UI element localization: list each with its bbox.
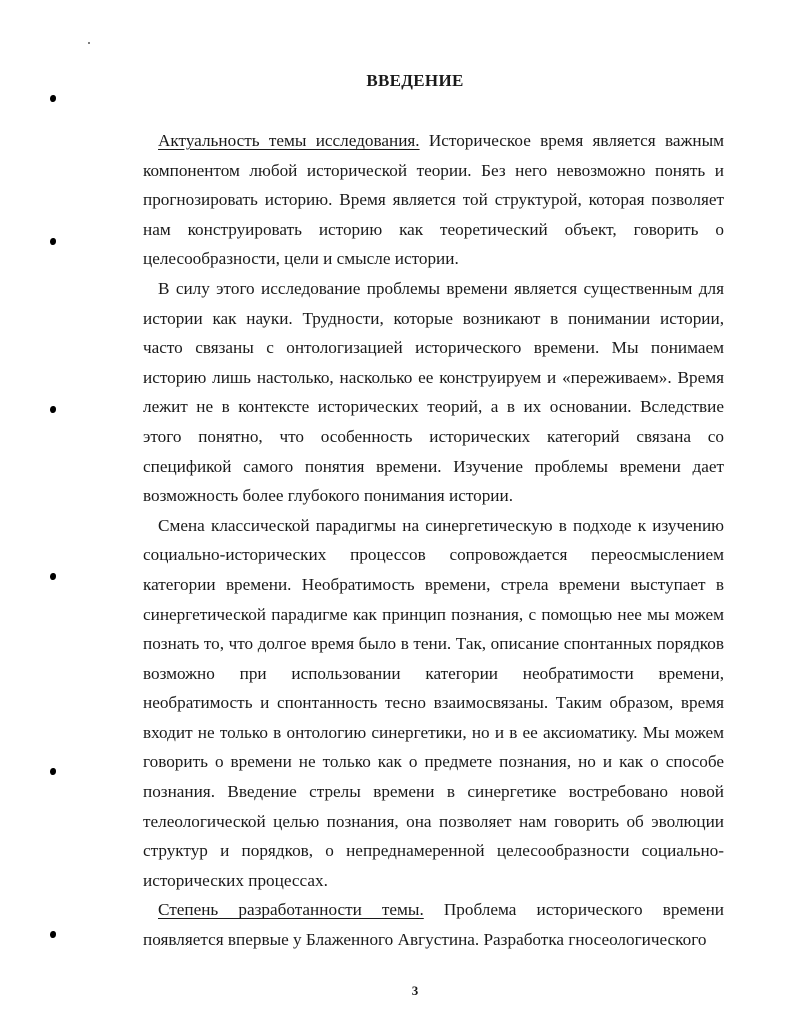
paragraph-elaboration — [143, 895, 724, 954]
binding-hole-mark — [50, 95, 56, 102]
paragraph-text: Смена классической парадигмы на синергетическую в подходе к изучению социально-исторических процессов сопровождается переосмыслением категории времени. Необратимость времени, стрела времени выступает в синергетической парадигме как принцип познания, с помощью нее мы можем познать то, что долгое время было в тени. Так, описание спонтанных порядков возможно при использовании категории необратимости времени, необратимость и спонтанность тесно взаимосвязаны. Таким образом, время входит не только в онтологию синергетики, но и в ее аксиоматику. Мы можем говорить о времени не только как о предмете познания, но и как о способе познания. Введение стрелы времени в синергетике востребовано новой телеологической целью познания, она позволяет нам говорить об эволюции структур и порядков, о непреднамеренной целесообразности социально-исторических процессах. — [143, 515, 724, 890]
body-text — [143, 126, 724, 955]
binding-hole-mark — [50, 238, 56, 245]
paragraph-significance — [143, 274, 724, 511]
paragraph-text: Историческое время является важным компонентом любой исторической теории. Без него невозможно понять и прогнозировать историю. Время является той структурой, которая позволяет нам конструировать историю как теоретический объект, говорить о целесообразности, цели и смысле истории. — [143, 131, 724, 269]
paragraph-text: Проблема исторического времени появляется впервые у Блаженного Августина. Разработка гносеологического — [143, 900, 724, 950]
binding-hole-mark — [50, 768, 56, 775]
page-title: ВВЕДЕНИЕ — [366, 71, 464, 90]
binding-hole-mark — [50, 406, 56, 413]
paragraph-relevance — [143, 126, 724, 274]
binding-hole-mark — [50, 931, 56, 938]
binding-hole-mark — [50, 573, 56, 580]
scan-speck — [88, 42, 90, 44]
page-number: 3 — [411, 983, 419, 998]
section-heading-elaboration: Степень разработанности темы. — [158, 900, 424, 920]
paragraph-synergetics — [143, 511, 724, 896]
paragraph-text: В силу этого исследование проблемы времени является существенным для истории как науки. Трудности, которые возникают в понимании истории, часто связаны с онтологизацией исторического времени. Мы понимаем историю лишь настолько, насколько ее конструируем и «переживаем». Время лежит не в контексте исторических теорий, а в их основании. Вследствие этого понятно, что особенность исторических категорий связана со спецификой самого понятия времени. Изучение проблемы времени дает возможность более глубокого понимания истории. — [143, 278, 724, 506]
section-heading-relevance: Актуальность темы исследования. — [158, 131, 420, 150]
